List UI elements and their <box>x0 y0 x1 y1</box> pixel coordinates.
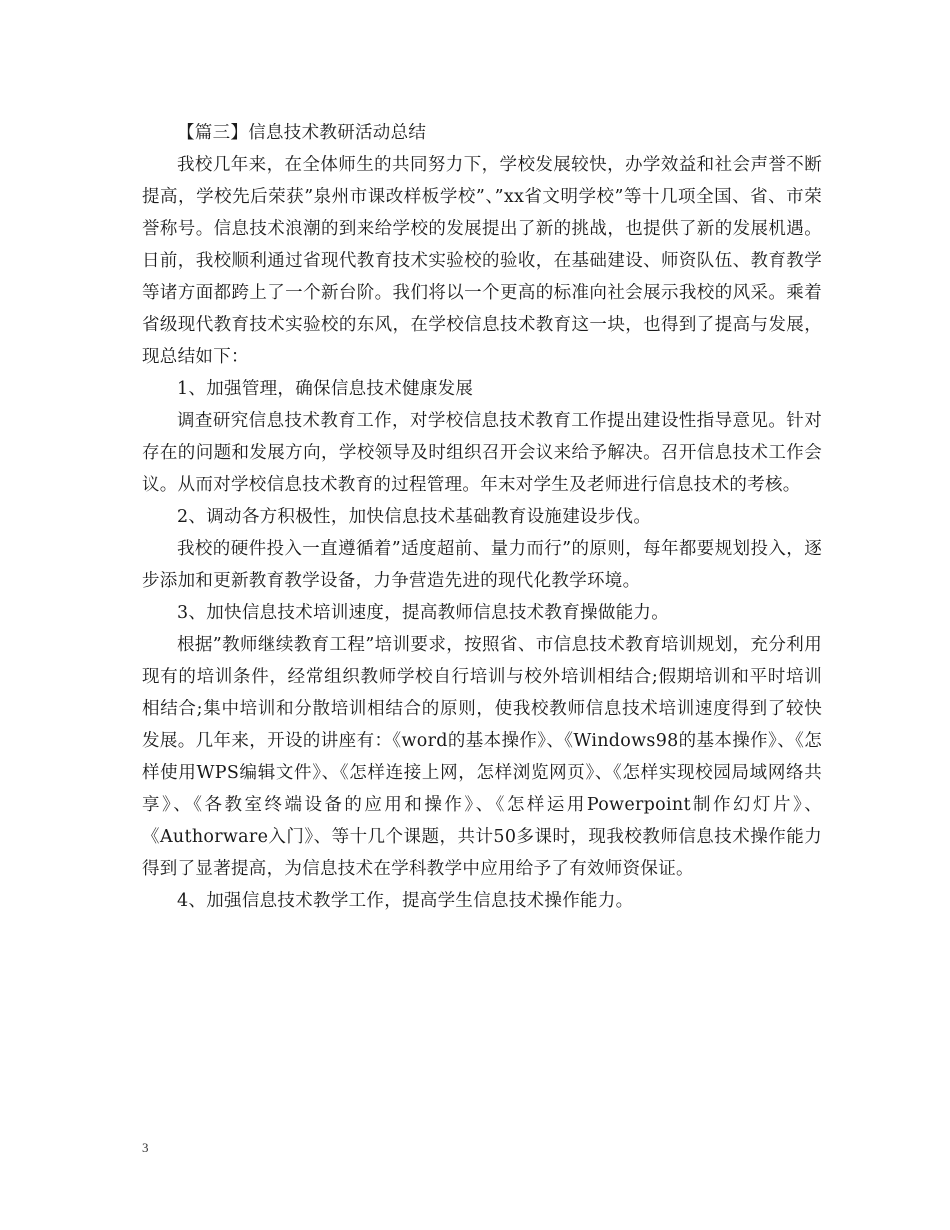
heading-4: 4、加强信息技术教学工作，提高学生信息技术操作能力。 <box>177 891 634 911</box>
intro-paragraph: 我校几年来，在全体师生的共同努力下，学校发展较快，办学效益和社会声誉不断提高，学校先后荣获”泉州市课改样板学校”、”xx省文明学校”等十几项全国、省、市荣誉称号。信息技术浪潮的到来给学校的发展提出了新的挑战，也提供了新的发展机遇。日前，我校顺利通过省现代教育技术实验校的验收，在基础建设、师资队伍、教育教学等诸方面都跨上了一个新台阶。我们将以一个更高的标准向社会展示我校的风采。乘着省级现代教育技术实验校的东风，在学校信息技术教育这一块，也得到了提高与发展，现总结如下： <box>142 155 822 367</box>
heading-3: 3、加快信息技术培训速度，提高教师信息技术教育操做能力。 <box>177 603 670 623</box>
paragraph-2: 我校的硬件投入一直遵循着”适度超前、量力而行”的原则，每年都要规划投入，逐步添加和更新教育教学设备，力争营造先进的现代化教学环境。 <box>142 539 822 591</box>
page-number: 3 <box>142 1140 149 1155</box>
paragraph-3: 根据”教师继续教育工程”培训要求，按照省、市信息技术教育培训规划，充分利用现有的培训条件，经常组织教师学校自行培训与校外培训相结合;假期培训和平时培训相结合;集中培训和分散培训相结合的原则，使我校教师信息技术培训速度得到了较快发展。几年来，开设的讲座有：《word的基本操作》、《Windows98的基本操作》、《怎样使用WPS编辑文件》、《怎样连接上网，怎样浏览网页》、《怎样实现校园局域网络共享》、《各教室终端设备的应用和操作》、《怎样运用Powerpoint制作幻灯片》、《Authorware入门》、等十几个课题，共计50多课时，现我校教师信息技术操作能力得到了显著提高，为信息技术在学科教学中应用给予了有效师资保证。 <box>142 635 822 879</box>
paragraph-1: 调查研究信息技术教育工作，对学校信息技术教育工作提出建设性指导意见。针对存在的问题和发展方向，学校领导及时组织召开会议来给予解决。召开信息技术工作会议。从而对学校信息技术教育的过程管理。年末对学生及老师进行信息技术的考核。 <box>142 411 822 495</box>
heading-1: 1、加强管理，确保信息技术健康发展 <box>177 379 474 399</box>
document-body <box>142 117 822 917</box>
section-title: 【篇三】信息技术教研活动总结 <box>177 123 427 143</box>
heading-2: 2、调动各方积极性，加快信息技术基础教育设施建设步伐。 <box>177 507 652 527</box>
